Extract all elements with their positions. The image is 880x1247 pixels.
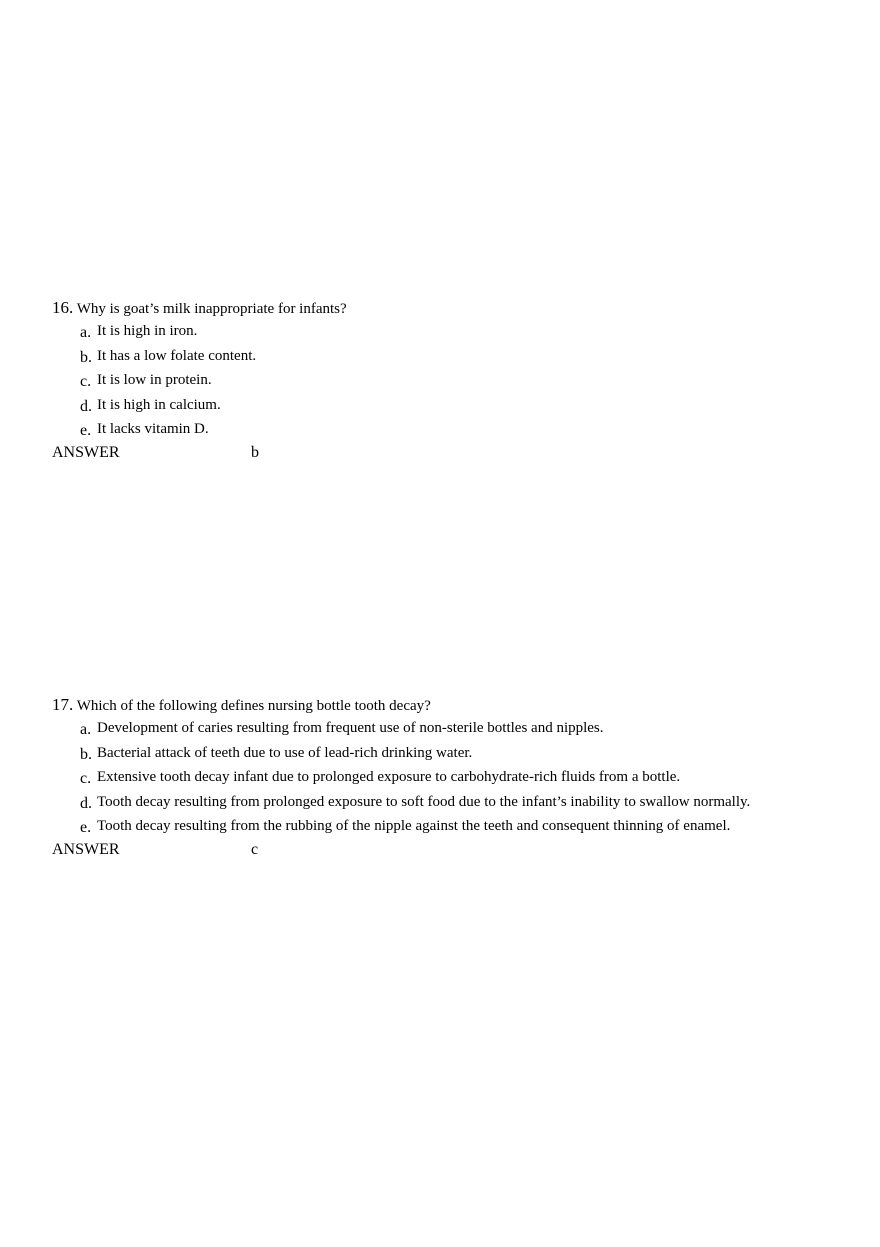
question-17-stem xyxy=(52,695,852,716)
option-text: Extensive tooth decay infant due to prolonged exposure to carbohydrate-rich fluids from a bottle. xyxy=(97,769,681,785)
option-b xyxy=(80,741,852,766)
question-17-options xyxy=(52,716,852,839)
option-d xyxy=(80,790,852,815)
option-text: Development of caries resulting from frequent use of non-sterile bottles and nipples. xyxy=(97,720,604,736)
question-16-stem xyxy=(52,298,852,319)
option-d xyxy=(80,393,852,418)
question-16-options xyxy=(52,319,852,442)
option-letter: e. xyxy=(80,819,92,836)
option-letter: a. xyxy=(80,721,92,738)
question-16 xyxy=(52,298,852,464)
question-number: 17. xyxy=(52,695,74,714)
answer-row xyxy=(52,839,852,861)
option-text: It is low in protein. xyxy=(97,372,212,388)
answer-value: c xyxy=(251,840,259,858)
option-letter: d. xyxy=(80,397,92,415)
option-letter: b. xyxy=(80,348,92,366)
option-letter: c. xyxy=(80,770,92,787)
option-letter: e. xyxy=(80,422,92,439)
answer-value: b xyxy=(251,443,259,461)
question-text: Why is goat’s milk inappropriate for infants? xyxy=(76,301,347,317)
option-text: Bacterial attack of teeth due to use of lead-rich drinking water. xyxy=(97,744,473,761)
option-c xyxy=(80,765,852,790)
option-letter: c. xyxy=(80,373,92,390)
question-17 xyxy=(52,695,852,861)
option-text: It is high in iron. xyxy=(97,323,198,339)
option-e xyxy=(80,417,852,442)
option-a xyxy=(80,319,852,344)
option-letter: a. xyxy=(80,324,92,341)
option-text: It is high in calcium. xyxy=(97,396,221,413)
option-c xyxy=(80,368,852,393)
option-letter: d. xyxy=(80,794,92,812)
question-number: 16. xyxy=(52,298,74,317)
option-text: Tooth decay resulting from the rubbing of the nipple against the teeth and consequent thinning of enamel. xyxy=(97,818,731,834)
option-e xyxy=(80,814,852,839)
option-text: Tooth decay resulting from prolonged exposure to soft food due to the infant’s inability to swallow normally. xyxy=(97,793,751,810)
answer-row xyxy=(52,442,852,464)
option-letter: b. xyxy=(80,745,92,763)
option-text: It lacks vitamin D. xyxy=(97,421,209,437)
option-b xyxy=(80,344,852,369)
question-text: Which of the following defines nursing bottle tooth decay? xyxy=(76,698,431,714)
answer-label: ANSWER xyxy=(52,443,120,461)
option-a xyxy=(80,716,852,741)
answer-label: ANSWER xyxy=(52,840,120,858)
option-text: It has a low folate content. xyxy=(97,347,257,364)
